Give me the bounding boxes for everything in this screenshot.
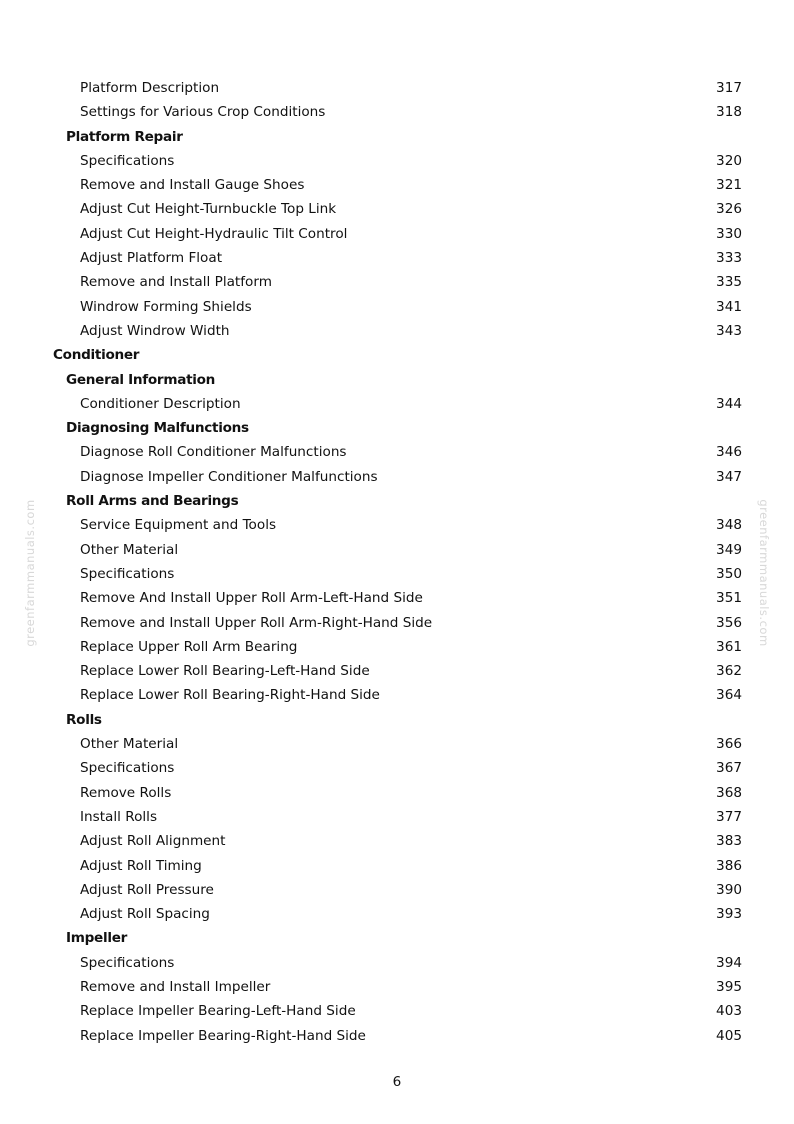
toc-section-heading bbox=[0, 416, 794, 440]
toc-entry-title: Specifications bbox=[80, 954, 175, 971]
toc-entry[interactable] bbox=[0, 100, 794, 124]
toc-entry-page-number: 351 bbox=[716, 590, 742, 607]
toc-entry-page-number: 330 bbox=[716, 225, 742, 242]
toc-entry-page-number: 403 bbox=[716, 1003, 742, 1020]
toc-entry-page-number: 341 bbox=[716, 298, 742, 315]
toc-entry[interactable] bbox=[0, 392, 794, 416]
toc-entry[interactable] bbox=[0, 805, 794, 829]
toc-entry[interactable] bbox=[0, 246, 794, 270]
watermark-right: greenfarmmanuals.com bbox=[757, 499, 771, 647]
toc-entry-page-number: 349 bbox=[716, 541, 742, 558]
toc-entry-page-number: 356 bbox=[716, 614, 742, 631]
toc-entry-page-number: 320 bbox=[716, 152, 742, 169]
toc-entry-title: Specifications bbox=[80, 760, 175, 777]
toc-entry-title: Install Rolls bbox=[80, 808, 158, 825]
table-of-contents bbox=[0, 76, 794, 1048]
toc-entry-title: Adjust Cut Height-Hydraulic Tilt Control bbox=[80, 225, 348, 242]
toc-entry-title: Remove and Install Platform bbox=[80, 274, 272, 291]
toc-entry[interactable] bbox=[0, 878, 794, 902]
toc-entry[interactable] bbox=[0, 562, 794, 586]
toc-entry-title: Remove and Install Impeller bbox=[80, 978, 271, 995]
toc-entry-title: Conditioner bbox=[53, 347, 140, 364]
toc-entry-title: Remove Rolls bbox=[80, 784, 172, 801]
toc-entry-title: Diagnose Impeller Conditioner Malfunctions bbox=[80, 468, 378, 485]
toc-entry[interactable] bbox=[0, 756, 794, 780]
toc-entry-title: Adjust Windrow Width bbox=[80, 322, 230, 339]
toc-entry[interactable] bbox=[0, 829, 794, 853]
toc-entry-page-number: 317 bbox=[716, 80, 742, 96]
toc-entry[interactable] bbox=[0, 975, 794, 999]
toc-entry-title: Rolls bbox=[66, 711, 102, 728]
toc-entry-page-number: 344 bbox=[716, 395, 742, 412]
toc-chapter-heading bbox=[0, 343, 794, 367]
toc-entry[interactable] bbox=[0, 465, 794, 489]
toc-entry-page-number: 393 bbox=[716, 906, 742, 923]
toc-entry[interactable] bbox=[0, 319, 794, 343]
toc-entry-page-number: 318 bbox=[716, 104, 742, 121]
toc-entry-title: Platform Description bbox=[80, 80, 220, 96]
toc-entry[interactable] bbox=[0, 781, 794, 805]
toc-entry-page-number: 366 bbox=[716, 736, 742, 753]
toc-entry-title: Adjust Roll Spacing bbox=[80, 906, 210, 923]
toc-entry-page-number: 395 bbox=[716, 978, 742, 995]
toc-entry[interactable] bbox=[0, 173, 794, 197]
page-number: 6 bbox=[392, 1074, 402, 1090]
toc-section-heading bbox=[0, 708, 794, 732]
toc-entry-page-number: 364 bbox=[716, 687, 742, 704]
toc-entry-title: Roll Arms and Bearings bbox=[66, 493, 239, 510]
toc-entry[interactable] bbox=[0, 76, 794, 100]
toc-entry[interactable] bbox=[0, 513, 794, 537]
toc-entry-title: Replace Lower Roll Bearing-Left-Hand Side bbox=[80, 663, 370, 680]
toc-entry-page-number: 377 bbox=[716, 808, 742, 825]
toc-entry-page-number: 361 bbox=[716, 638, 742, 655]
toc-entry[interactable] bbox=[0, 222, 794, 246]
toc-entry-title: Adjust Roll Alignment bbox=[80, 833, 226, 850]
toc-entry-page-number: 383 bbox=[716, 833, 742, 850]
toc-entry[interactable] bbox=[0, 586, 794, 610]
toc-entry-page-number: 335 bbox=[716, 274, 742, 291]
toc-entry[interactable] bbox=[0, 1024, 794, 1048]
toc-entry[interactable] bbox=[0, 538, 794, 562]
toc-entry-title: General Information bbox=[66, 371, 216, 388]
toc-entry[interactable] bbox=[0, 902, 794, 926]
toc-entry-title: Specifications bbox=[80, 565, 175, 582]
toc-entry-page-number: 362 bbox=[716, 663, 742, 680]
toc-entry-title: Adjust Roll Pressure bbox=[80, 881, 214, 898]
toc-entry-title: Conditioner Description bbox=[80, 395, 241, 412]
toc-entry-title: Adjust Platform Float bbox=[80, 250, 223, 267]
toc-entry[interactable] bbox=[0, 732, 794, 756]
toc-entry-page-number: 343 bbox=[716, 322, 742, 339]
toc-section-heading bbox=[0, 368, 794, 392]
toc-entry-page-number: 333 bbox=[716, 250, 742, 267]
toc-entry-title: Adjust Roll Timing bbox=[80, 857, 202, 874]
toc-section-heading bbox=[0, 489, 794, 513]
toc-entry-title: Remove and Install Gauge Shoes bbox=[80, 177, 305, 194]
toc-entry-page-number: 386 bbox=[716, 857, 742, 874]
toc-entry-page-number: 321 bbox=[716, 177, 742, 194]
toc-entry-page-number: 367 bbox=[716, 760, 742, 777]
toc-entry-page-number: 347 bbox=[716, 468, 742, 485]
toc-entry-title: Diagnose Roll Conditioner Malfunctions bbox=[80, 444, 347, 461]
toc-entry-title: Other Material bbox=[80, 736, 179, 753]
toc-entry[interactable] bbox=[0, 611, 794, 635]
toc-section-heading bbox=[0, 125, 794, 149]
toc-entry-title: Replace Impeller Bearing-Left-Hand Side bbox=[80, 1003, 356, 1020]
toc-entry-page-number: 326 bbox=[716, 201, 742, 218]
toc-entry-title: Adjust Cut Height-Turnbuckle Top Link bbox=[80, 201, 337, 218]
toc-entry-title: Replace Upper Roll Arm Bearing bbox=[80, 638, 298, 655]
toc-entry-title: Service Equipment and Tools bbox=[80, 517, 277, 534]
toc-entry-page-number: 394 bbox=[716, 954, 742, 971]
toc-entry-page-number: 350 bbox=[716, 565, 742, 582]
toc-entry-title: Diagnosing Malfunctions bbox=[66, 420, 249, 437]
watermark-left: greenfarmmanuals.com bbox=[23, 499, 37, 647]
toc-entry[interactable] bbox=[0, 197, 794, 221]
toc-entry-title: Platform Repair bbox=[66, 128, 183, 145]
toc-entry[interactable] bbox=[0, 270, 794, 294]
toc-entry-title: Remove and Install Upper Roll Arm-Right-Hand Side bbox=[80, 614, 433, 631]
toc-entry[interactable] bbox=[0, 635, 794, 659]
toc-entry[interactable] bbox=[0, 440, 794, 464]
toc-entry-title: Other Material bbox=[80, 541, 179, 558]
toc-entry[interactable] bbox=[0, 854, 794, 878]
toc-entry-title: Replace Lower Roll Bearing-Right-Hand Side bbox=[80, 687, 380, 704]
toc-entry-page-number: 346 bbox=[716, 444, 742, 461]
toc-entry[interactable] bbox=[0, 999, 794, 1023]
toc-entry[interactable] bbox=[0, 951, 794, 975]
toc-entry-page-number: 405 bbox=[716, 1027, 742, 1044]
toc-entry-title: Windrow Forming Shields bbox=[80, 298, 252, 315]
toc-entry[interactable] bbox=[0, 295, 794, 319]
toc-entry-page-number: 348 bbox=[716, 517, 742, 534]
toc-entry-title: Remove And Install Upper Roll Arm-Left-Hand Side bbox=[80, 590, 423, 607]
toc-entry[interactable] bbox=[0, 683, 794, 707]
toc-entry-title: Specifications bbox=[80, 152, 175, 169]
toc-entry[interactable] bbox=[0, 149, 794, 173]
toc-entry-title: Impeller bbox=[66, 930, 128, 947]
toc-entry-title: Replace Impeller Bearing-Right-Hand Side bbox=[80, 1027, 366, 1044]
toc-entry[interactable] bbox=[0, 659, 794, 683]
toc-entry-page-number: 368 bbox=[716, 784, 742, 801]
toc-section-heading bbox=[0, 926, 794, 950]
toc-entry-title: Settings for Various Crop Conditions bbox=[80, 104, 326, 121]
toc-entry-page-number: 390 bbox=[716, 881, 742, 898]
